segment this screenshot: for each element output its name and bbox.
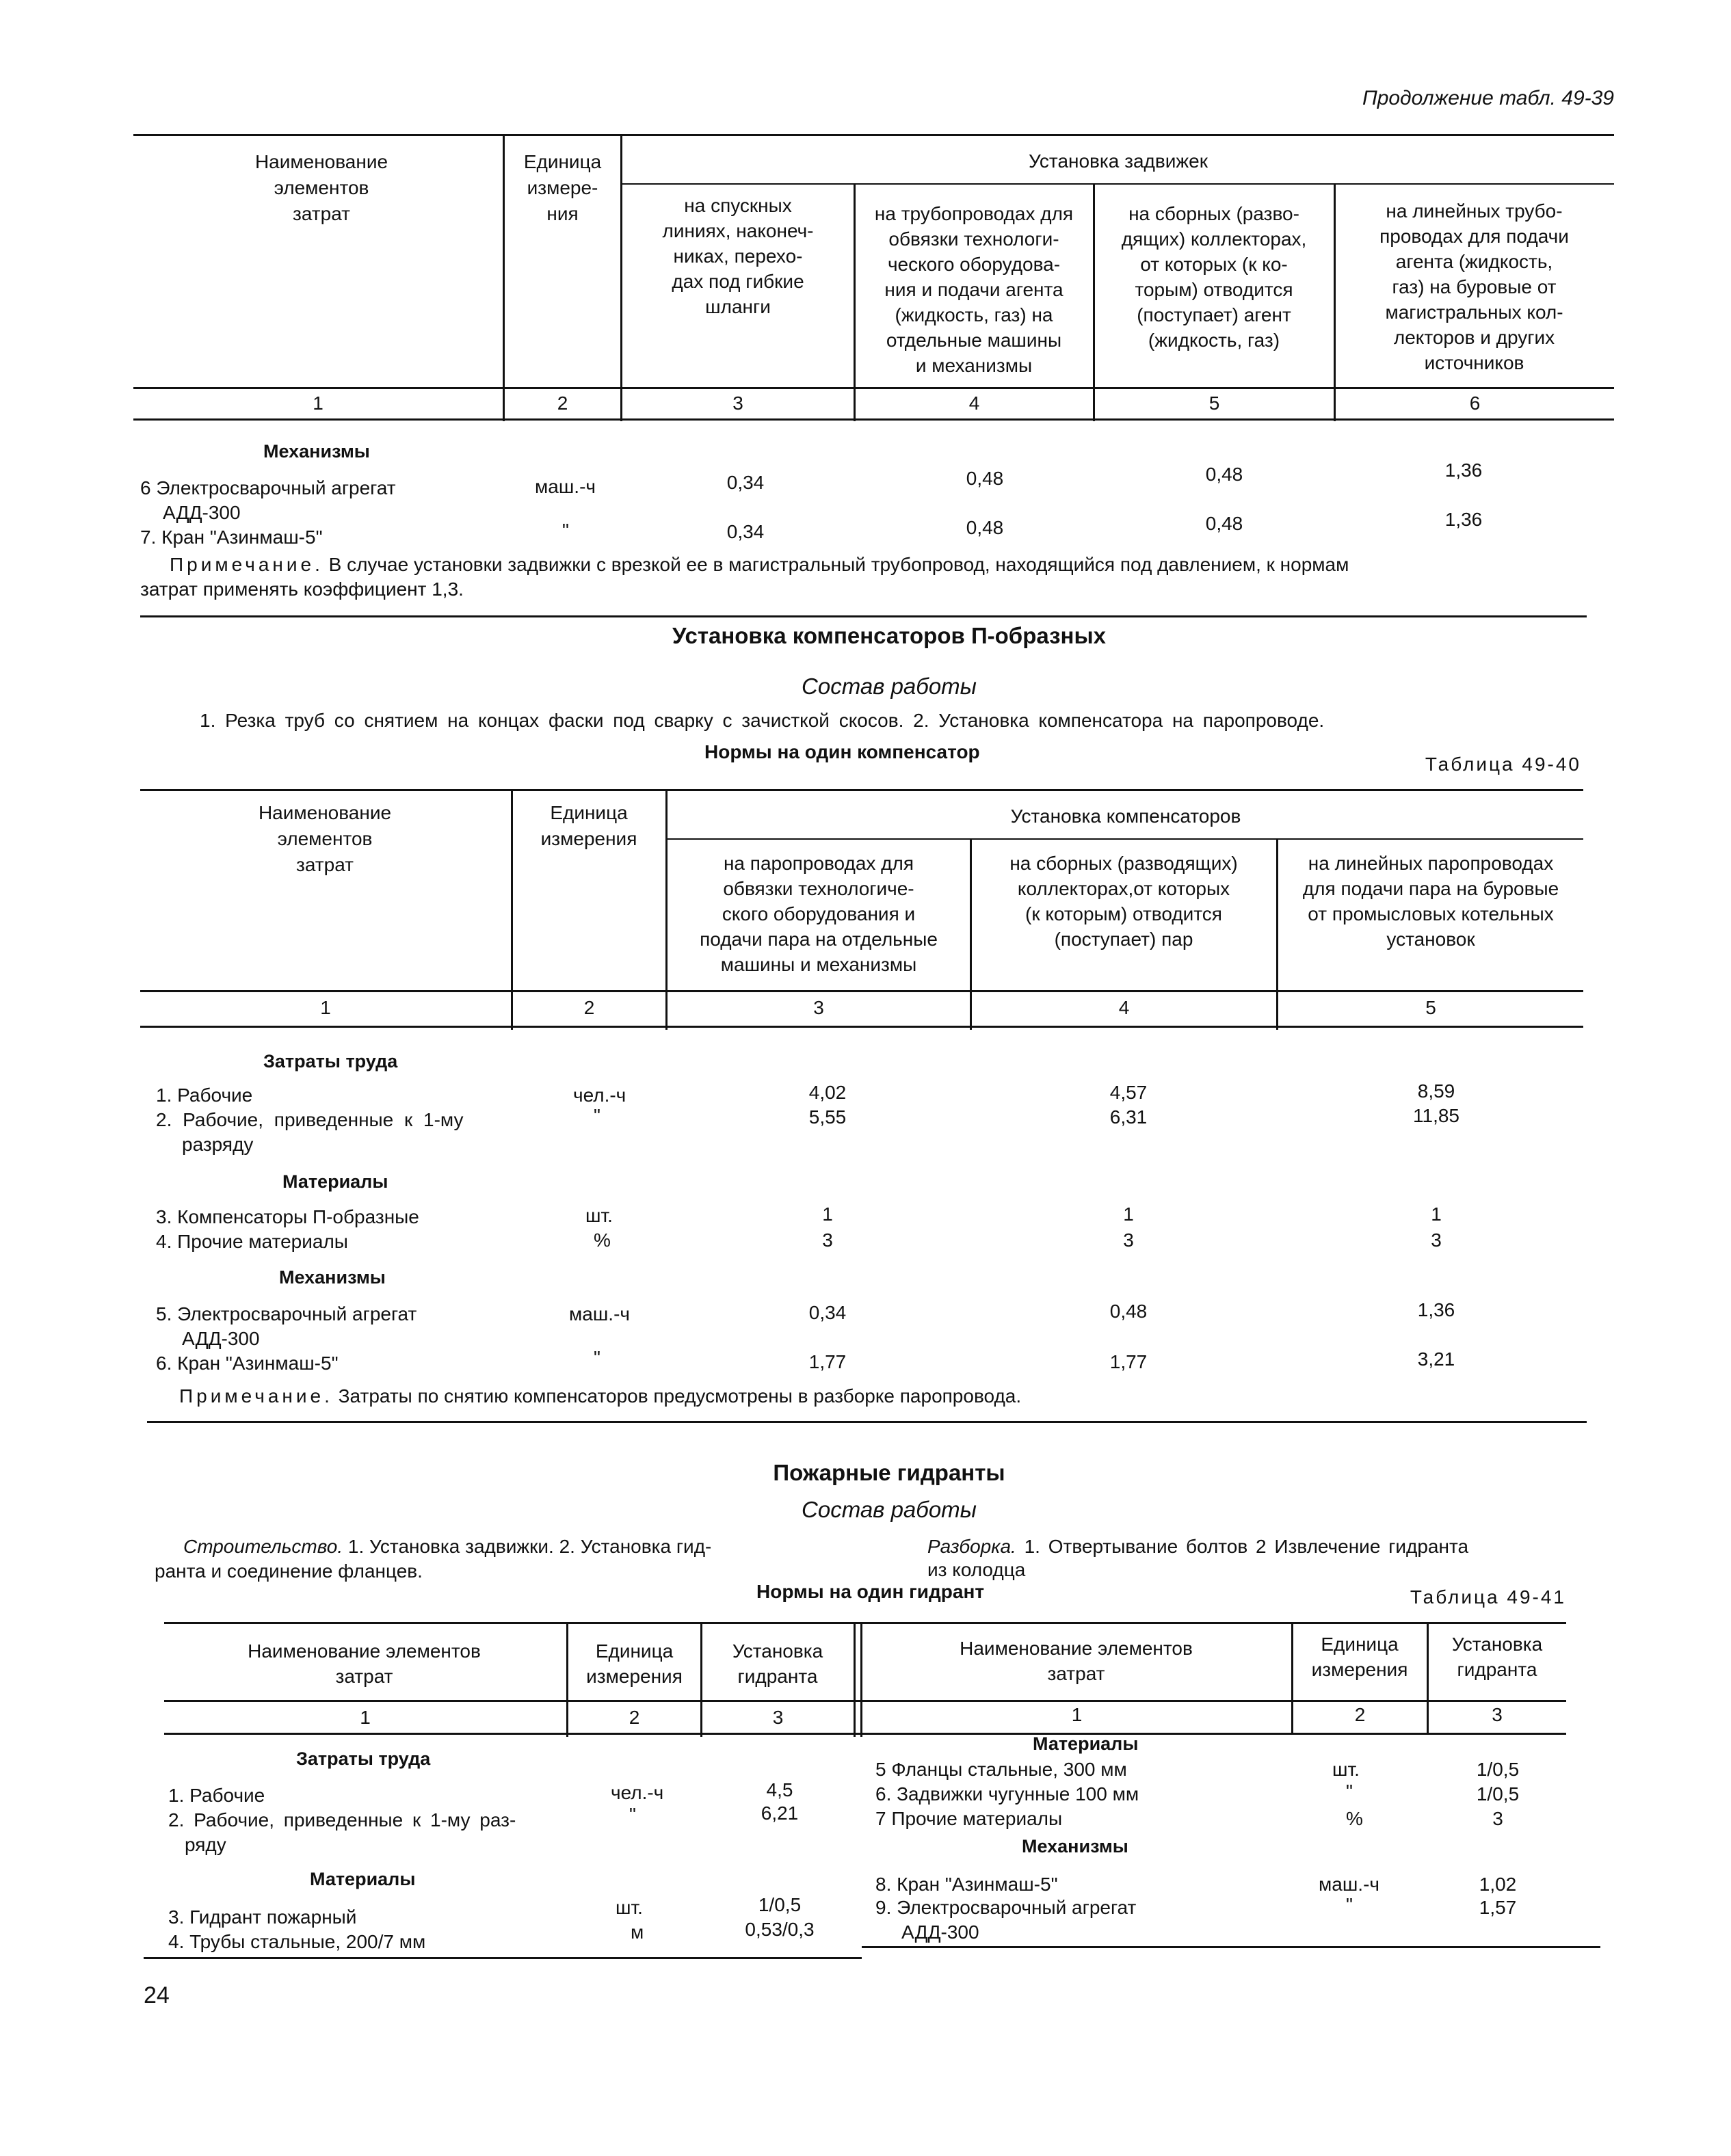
right-header-col2: Единица измерения (1311, 1634, 1408, 1680)
header-group: Установка компенсаторов (1010, 806, 1241, 827)
header-col1: Наименование элементов затрат (258, 802, 392, 875)
section-mechanisms: Механизмы (279, 1267, 386, 1288)
note: Примечание. В случае установки задвижки с врезкой ее в магистральный трубопровод, находящийся под давлением, к нормам (170, 554, 1349, 575)
dismantle-description: Разборка. 1. Отвертывание болтов 2 Извлечение гидранта (927, 1536, 1469, 1557)
section-title: Установка компенсаторов П-образных (672, 623, 1106, 648)
section-materials: Материалы (1033, 1733, 1139, 1754)
header-col3: на спускных линиях, наконеч- никах, перехо- дах под гибкие шланги (662, 195, 814, 317)
section-materials: Материалы (282, 1171, 388, 1192)
col-number: 3 (732, 392, 743, 414)
col-number: 2 (1354, 1704, 1366, 1725)
left-header-col1: Наименование элементов затрат (248, 1640, 481, 1687)
col-number: 2 (557, 392, 568, 414)
header-col2: Единица измерения (540, 802, 637, 849)
section-mechanisms: Механизмы (1022, 1836, 1128, 1856)
col-number: 5 (1208, 392, 1220, 414)
section-labor: Затраты труда (263, 1051, 398, 1072)
header-col4: на сборных (разводящих) коллекторах,от которых (к которым) отводится (поступает) пар (1009, 853, 1238, 950)
col-number: 5 (1425, 997, 1436, 1018)
header-col5: на линейных паропроводах для подачи пара на буровые от промысловых котельных установок (1302, 853, 1559, 950)
section-labor: Затраты труда (296, 1748, 431, 1769)
note: Примечание. Затраты по снятию компенсаторов предусмотрены в разборке паропровода. (179, 1385, 1022, 1407)
work-description: 1. Резка труб со снятием на концах фаски под сварку с зачисткой скосов. 2. Установка компенсатора на паропроводе. (200, 710, 1325, 731)
header-col4: на трубопроводах для обвязки технологи- ческого оборудова- ния и подачи агента (жидкость, газ) на отдельные машины и механизмы (874, 203, 1074, 376)
col-number: 1 (320, 997, 331, 1018)
header-col2: Единица измере- ния (523, 151, 602, 224)
col-number: 1 (360, 1707, 371, 1728)
col-number: 4 (1118, 997, 1130, 1018)
page-number: 24 (144, 1982, 170, 2008)
header-col1: Наименование элементов затрат (254, 151, 388, 224)
header-col5: на сборных (разво- дящих) коллекторах, от которых (к ко- торым) отводится (поступает) агент (жидкость, газ) (1121, 203, 1307, 351)
table-label: Таблица 49-40 (1425, 754, 1581, 775)
col-number: 2 (629, 1707, 640, 1728)
build-description: Строительство. 1. Установка задвижки. 2. Установка гид- (183, 1536, 712, 1557)
col-number: 4 (968, 392, 980, 414)
left-header-col2: Единица измерения (586, 1640, 683, 1687)
col-number: 3 (1492, 1704, 1503, 1725)
norms-label: Нормы на один компенсатор (704, 741, 980, 762)
section-subtitle: Состав работы (802, 674, 977, 699)
right-header-col1: Наименование элементов затрат (960, 1638, 1193, 1684)
section-mechanisms: Механизмы (263, 441, 370, 462)
continuation-label: Продолжение табл. 49-39 (1362, 87, 1614, 109)
section-title: Пожарные гидранты (773, 1460, 1005, 1485)
norms-label: Нормы на один гидрант (756, 1581, 985, 1602)
section-materials: Материалы (310, 1869, 416, 1889)
col-number: 6 (1469, 392, 1481, 414)
col-number: 1 (1071, 1704, 1083, 1725)
section-subtitle: Состав работы (802, 1497, 977, 1522)
left-header-col3: Установка гидранта (732, 1640, 823, 1687)
document-page: Продолжение табл. 49-39 Наименование элементов затрат Единица измере- ния Установка задвижек на спускных линиях, наконеч- никах, перехо- дах под гибкие шланги на трубопроводах для обвязки технологи- ческого оборудова- ния и подачи агента (жидкость, газ) на отдельные машины и механизмы на сборных (разво- дящих) коллекторах, от которых (к ко- торым) отводится (поступает) агент (жидкость, газ) на линейных трубо- проводах для подачи агента (жидкость, газ) на буровые от магистральных кол- лекторов и других источников 1 2 3 4 5 6 Механизмы 6 Электросварочный агрегат АДД-300 маш.-ч 0,34 0,48 0,48 1,36 7. Кран "Азинмаш-5" " 0,34 0,48 0,48 1,36 Примечание. В случае установки задвижки с врезкой ее в магистральный трубопровод, находящийся под давлением, к нормам затрат применять коэффициент 1,3. Установка компенсаторов П-образных Состав работы 1. Резка труб со снятием на концах фаски под сварку с зачисткой скосов. 2. Установка компенсатора на паропроводе. Нормы на один компенсатор Таблица 49-40 Наименование элементов затрат Единица измерения Установка компенсаторов на паропроводах для обвязки технологиче- ского оборудования и подачи пара на отдельные машины и механизмы на сборных (разводящих) коллекторах,от которых (к которым) отводится (поступает) пар на линейных паропроводах для подачи пара на буровые от промысловых котельных установок 1 2 3 4 5 Затраты труда 1. Рабочие чел.-ч 4,02 4,57 8,59 2. Рабочие, приведенные к 1-му разряду " 5,55 6,31 11,85 Материалы 3. Компенсаторы П-образные шт. 1 1 1 4. Прочие материалы % 3 3 3 Механизмы 5. Электросварочный агрегат АДД-300 маш.-ч 0,34 0,48 1,36 6. Кран "Азинмаш-5" " 1,77 1,77 3,21 Примечание. Затраты по снятию компенсаторов предусмотрены в разборке паропровода. Пожарные гидранты Состав работы Строительство. 1. Установка задвижки. 2. Установка гид- ранта и соединение фланцев. Разборка. 1. Отвертывание болтов 2 Извлечение гидранта из колодца Нормы на один гидрант Таблица 49-41 Наименование элементов затрат Единица измерения Установка гидранта Наименование элементов затрат Единица измерения Установка гидранта 1 2 3 1 2 3 Затраты труда 1. Рабочие чел.-ч 4,5 2. Рабочие, приведенные к 1-му раз- ряду " 6,21 Материалы 3. Гидрант пожарный шт. 1/0,5 4. Трубы стальные, 200/7 мм м 0,53/0,3 Материалы 5 Фланцы стальные, 300 мм шт. 1/0,5 6. Задвижки чугунные 100 мм " 1/0,5 7 Прочие материалы % 3 Механизмы 8. Кран "Азинмаш-5" маш.-ч 1,02 9. Электросварочный агрегат АДД-300 " 1,57 24 (0, 0, 1731, 2156)
table-label: Таблица 49-41 (1410, 1586, 1566, 1608)
col-number: 2 (583, 997, 595, 1018)
header-col6: на линейных трубо- проводах для подачи агента (жидкость, газ) на буровые от магистральных кол- лекторов и других источников (1379, 200, 1569, 373)
col-number: 3 (813, 997, 824, 1018)
col-number: 3 (772, 1707, 784, 1728)
right-header-col3: Установка гидранта (1451, 1634, 1543, 1680)
header-col3: на паропроводах для обвязки технологиче- ского оборудования и подачи пара на отдельные машины и механизмы (700, 853, 938, 975)
header-group: Установка задвижек (1029, 150, 1208, 172)
col-number: 1 (313, 392, 323, 414)
